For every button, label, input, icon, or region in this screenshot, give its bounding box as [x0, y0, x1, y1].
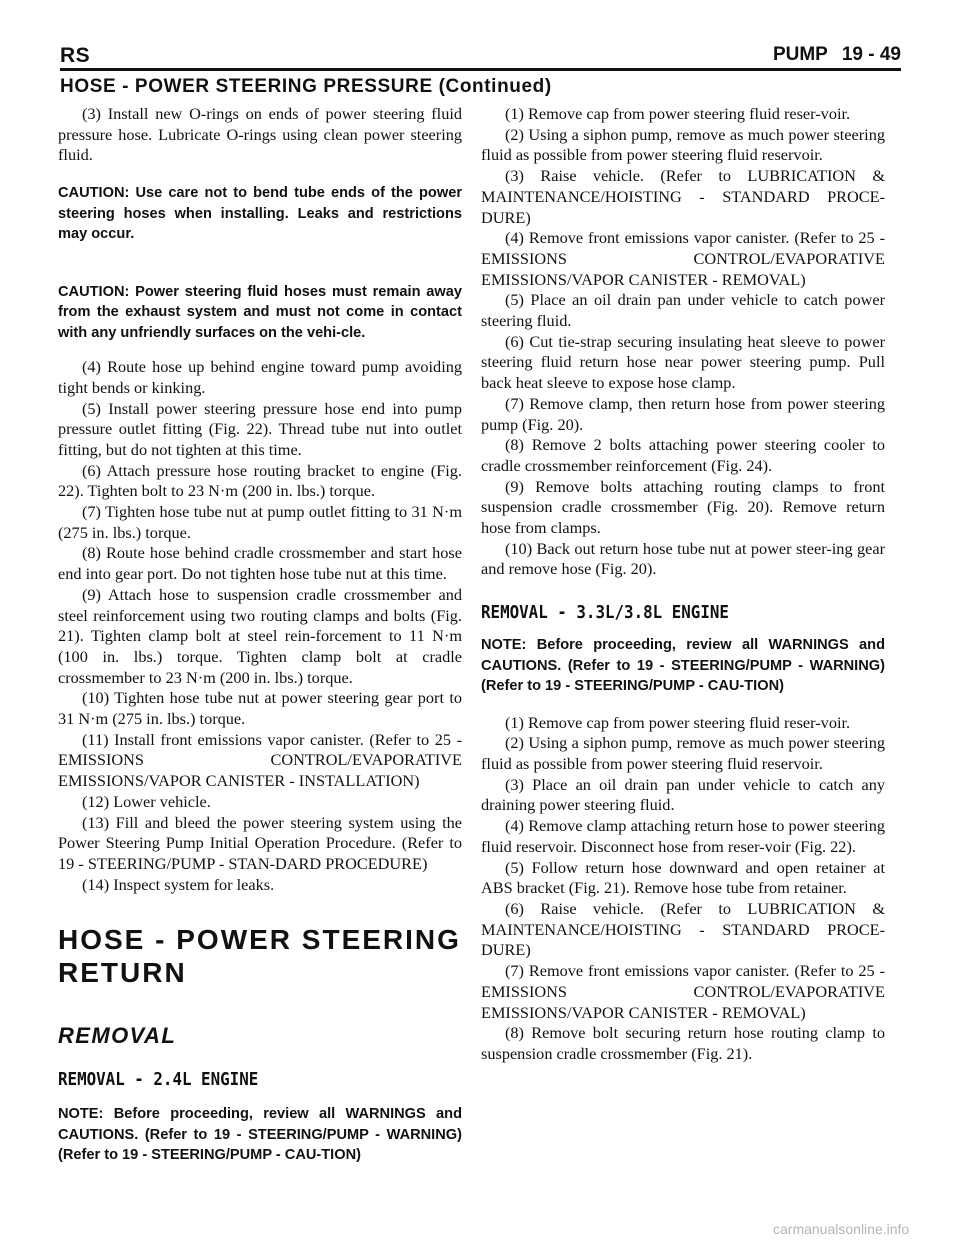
header-right	[759, 44, 901, 66]
step-paragraph: (13) Fill and bleed the power steering system using the Power Steering Pump Initial Operation Procedure. (Refer to 19 - STEERING/PUMP - STAN-DARD PROCEDURE)	[58, 812, 462, 873]
step-paragraph: (10) Back out return hose tube nut at power steer-ing gear and remove hose (Fig. 20).	[481, 538, 885, 579]
step-paragraph: (1) Remove cap from power steering fluid reser-voir.	[505, 712, 851, 732]
step-paragraph: (6) Attach pressure hose routing bracket to engine (Fig. 22). Tighten bolt to 23 N·m (200 in. lbs.) torque.	[58, 460, 462, 501]
step-paragraph: (1) Remove cap from power steering fluid reser-voir.	[505, 104, 851, 123]
step-paragraph: (4) Remove clamp attaching return hose to power steering fluid reservoir. Disconnect hose from reser-voir (Fig. 22).	[481, 816, 885, 856]
caution-note: CAUTION: Power steering fluid hoses must remain away from the exhaust system and must not come in contact with any unfriendly surfaces on the vehi-cle.	[58, 283, 462, 341]
step-paragraph: (7) Remove front emissions vapor canister. (Refer to 25 - EMISSIONS CONTROL/EVAPORATIVE EMISSIONS/VAPOR CANISTER - REMOVAL)	[481, 961, 885, 1022]
step-paragraph: (3) Raise vehicle. (Refer to LUBRICATION & MAINTENANCE/HOISTING - STANDARD PROCE-DURE)	[481, 166, 885, 227]
left-column	[58, 104, 462, 1166]
page-number: 19 - 49	[841, 44, 901, 65]
step-paragraph: (2) Using a siphon pump, remove as much power steering fluid as possible from power steering fluid reservoir.	[481, 124, 885, 165]
step-paragraph: (14) Inspect system for leaks.	[82, 874, 275, 894]
step-paragraph: (3) Place an oil drain pan under vehicle to catch any draining power steering fluid.	[481, 774, 885, 815]
step-paragraph: (4) Remove front emissions vapor canister. (Refer to 25 - EMISSIONS CONTROL/EVAPORATIVE EMISSIONS/VAPOR CANISTER - REMOVAL)	[481, 228, 885, 289]
step-paragraph: (2) Using a siphon pump, remove as much power steering fluid as possible from power steering fluid reservoir.	[481, 733, 885, 774]
step-paragraph: (10) Tighten hose tube nut at power steering gear port to 31 N·m (275 in. lbs.) torque.	[58, 688, 462, 729]
step-paragraph: (5) Follow return hose downward and open retainer at ABS bracket (Fig. 21). Remove hose tube from retainer.	[481, 857, 885, 898]
step-paragraph: (9) Remove bolts attaching routing clamps to front suspension cradle crossmember (Fig. 20). Remove return hose from clamps.	[481, 476, 885, 538]
step-paragraph: (5) Install power steering pressure hose end into pump pressure outlet fitting (Fig. 22). Thread tube nut into outlet fitting, but do not tighten at this time.	[58, 398, 462, 459]
watermark: carmanualsonline.info	[773, 1221, 910, 1237]
step-paragraph: (8) Remove 2 bolts attaching power steering cooler to cradle crossmember reinforcement (Fig. 24).	[481, 435, 885, 475]
procedure-heading: REMOVAL - 3.3L/3.8L ENGINE	[481, 602, 729, 624]
step-paragraph: (4) Route hose up behind engine toward pump avoiding tight bends or kinking.	[58, 357, 462, 397]
step-paragraph: (9) Attach hose to suspension cradle crossmember and steel reinforcement using two routing clamps and bolts (Fig. 21). Tighten clamp bolt at steel rein-forcement to 11 N·m (100 in. lbs.) torque. Tighten clamp bolt at cradle crossmember to 23 N·m (200 in. lbs.) torque.	[58, 584, 462, 687]
note-paragraph: NOTE: Before proceeding, review all WARNINGS and CAUTIONS. (Refer to 19 - STEERING/PUMP - WARNING)(Refer to 19 - STEERING/PUMP - CAU-TION)	[481, 637, 885, 695]
procedure-heading: REMOVAL - 2.4L ENGINE	[58, 1069, 259, 1091]
page-header	[60, 38, 901, 71]
section-heading: HOSE - POWER STEERING RETURN	[58, 924, 461, 989]
caution-note: CAUTION: Use care not to bend tube ends of the power steering hoses when installing. Leaks and restrictions may occur.	[58, 185, 462, 243]
step-paragraph: (8) Remove bolt securing return hose routing clamp to suspension cradle crossmember (Fig. 21).	[481, 1023, 885, 1063]
step-paragraph: (7) Remove clamp, then return hose from power steering pump (Fig. 20).	[481, 393, 885, 434]
section-code: RS	[60, 44, 91, 67]
step-paragraph: (5) Place an oil drain pan under vehicle to catch power steering fluid.	[481, 290, 885, 331]
step-paragraph: (11) Install front emissions vapor canister. (Refer to 25 - EMISSIONS CONTROL/EVAPORATIVE EMISSIONS/VAPOR CANISTER - INSTALLATION)	[58, 729, 462, 791]
subsection-heading: REMOVAL	[58, 1023, 177, 1049]
header-title: PUMP	[772, 44, 828, 65]
continued-heading: HOSE - POWER STEERING PRESSURE (Continued)	[60, 76, 552, 97]
step-paragraph: (8) Route hose behind cradle crossmember and start hose end into gear port. Do not tighten hose tube nut at this time.	[58, 543, 462, 584]
step-paragraph: (12) Lower vehicle.	[82, 791, 211, 811]
note-paragraph: NOTE: Before proceeding, review all WARNINGS and CAUTIONS. (Refer to 19 - STEERING/PUMP - WARNING)(Refer to 19 - STEERING/PUMP - CAU-TION)	[58, 1106, 462, 1164]
right-column	[481, 104, 885, 1065]
step-paragraph: (7) Tighten hose tube nut at pump outlet fitting to 31 N·m (275 in. lbs.) torque.	[58, 502, 462, 542]
step-paragraph: (6) Raise vehicle. (Refer to LUBRICATION & MAINTENANCE/HOISTING - STANDARD PROCE-DURE)	[481, 899, 885, 960]
step-paragraph: (3) Install new O-rings on ends of power steering fluid pressure hose. Lubricate O-rings using clean power steering fluid.	[58, 104, 462, 165]
step-paragraph: (6) Cut tie-strap securing insulating heat sleeve to power steering fluid return hose near power steering pump. Pull back heat sleeve to expose hose clamp.	[481, 331, 885, 393]
